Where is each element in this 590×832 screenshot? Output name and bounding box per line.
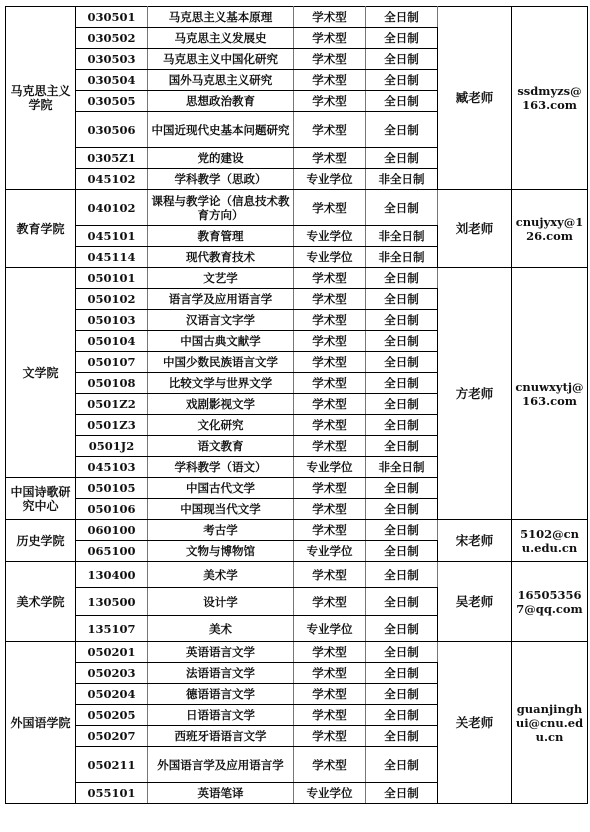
study-mode: 全日制 [366, 499, 438, 520]
major-code: 050101 [76, 268, 148, 289]
degree-type: 学术型 [294, 663, 366, 684]
school-name: 美术学院 [6, 562, 76, 642]
study-mode: 全日制 [366, 436, 438, 457]
major-code: 045102 [76, 169, 148, 190]
study-mode: 全日制 [366, 783, 438, 804]
admissions-table [5, 6, 588, 804]
degree-type: 专业学位 [294, 783, 366, 804]
contact-teacher: 宋老师 [438, 520, 512, 562]
major-code: 030504 [76, 70, 148, 91]
major-code: 130400 [76, 562, 148, 588]
degree-type: 专业学位 [294, 616, 366, 642]
degree-type: 学术型 [294, 190, 366, 226]
degree-type: 学术型 [294, 28, 366, 49]
study-mode: 全日制 [366, 91, 438, 112]
study-mode: 全日制 [366, 394, 438, 415]
degree-type: 学术型 [294, 520, 366, 541]
major-name: 文物与博物馆 [148, 541, 294, 562]
contact-teacher: 吴老师 [438, 562, 512, 642]
major-code: 050107 [76, 352, 148, 373]
major-code: 0501J2 [76, 436, 148, 457]
degree-type: 学术型 [294, 352, 366, 373]
contact-email: cnujyxy@126.com [512, 190, 588, 268]
major-code: 045103 [76, 457, 148, 478]
major-code: 030505 [76, 91, 148, 112]
study-mode: 非全日制 [366, 226, 438, 247]
school-name: 中国诗歌研究中心 [6, 478, 76, 520]
study-mode: 非全日制 [366, 169, 438, 190]
major-code: 050104 [76, 331, 148, 352]
degree-type: 专业学位 [294, 247, 366, 268]
degree-type: 学术型 [294, 588, 366, 616]
study-mode: 全日制 [366, 541, 438, 562]
degree-type: 学术型 [294, 394, 366, 415]
major-name: 戏剧影视文学 [148, 394, 294, 415]
major-name: 文化研究 [148, 415, 294, 436]
study-mode: 全日制 [366, 642, 438, 663]
major-name: 设计学 [148, 588, 294, 616]
degree-type: 专业学位 [294, 169, 366, 190]
degree-type: 学术型 [294, 478, 366, 499]
major-code: 0501Z2 [76, 394, 148, 415]
major-code: 050203 [76, 663, 148, 684]
major-name: 马克思主义基本原理 [148, 7, 294, 28]
major-code: 130500 [76, 588, 148, 616]
table-row [6, 190, 588, 226]
table-row [6, 520, 588, 541]
major-code: 030501 [76, 7, 148, 28]
major-name: 党的建设 [148, 148, 294, 169]
major-code: 060100 [76, 520, 148, 541]
major-code: 0501Z3 [76, 415, 148, 436]
contact-teacher: 方老师 [438, 268, 512, 520]
major-name: 中国少数民族语言文学 [148, 352, 294, 373]
major-name: 学科教学（思政） [148, 169, 294, 190]
study-mode: 全日制 [366, 616, 438, 642]
school-name: 文学院 [6, 268, 76, 478]
degree-type: 学术型 [294, 289, 366, 310]
major-name: 文艺学 [148, 268, 294, 289]
major-name: 中国近现代史基本问题研究 [148, 112, 294, 148]
table-row [6, 562, 588, 588]
study-mode: 非全日制 [366, 247, 438, 268]
major-name: 汉语言文字学 [148, 310, 294, 331]
study-mode: 全日制 [366, 588, 438, 616]
major-name: 美术 [148, 616, 294, 642]
major-code: 135107 [76, 616, 148, 642]
major-name: 日语语言文学 [148, 705, 294, 726]
major-name: 法语语言文学 [148, 663, 294, 684]
major-name: 中国古代文学 [148, 478, 294, 499]
contact-email: 165053567@qq.com [512, 562, 588, 642]
study-mode: 全日制 [366, 684, 438, 705]
contact-teacher: 刘老师 [438, 190, 512, 268]
school-name: 教育学院 [6, 190, 76, 268]
contact-email: guanjinghui@cnu.edu.cn [512, 642, 588, 804]
study-mode: 全日制 [366, 190, 438, 226]
degree-type: 学术型 [294, 415, 366, 436]
degree-type: 学术型 [294, 7, 366, 28]
study-mode: 全日制 [366, 352, 438, 373]
study-mode: 全日制 [366, 520, 438, 541]
major-name: 教育管理 [148, 226, 294, 247]
major-name: 中国古典文献学 [148, 331, 294, 352]
degree-type: 学术型 [294, 684, 366, 705]
major-code: 065100 [76, 541, 148, 562]
degree-type: 专业学位 [294, 457, 366, 478]
degree-type: 学术型 [294, 726, 366, 747]
contact-teacher: 臧老师 [438, 7, 512, 190]
major-code: 050108 [76, 373, 148, 394]
study-mode: 全日制 [366, 49, 438, 70]
major-code: 050207 [76, 726, 148, 747]
major-code: 050106 [76, 499, 148, 520]
degree-type: 学术型 [294, 705, 366, 726]
major-name: 马克思主义中国化研究 [148, 49, 294, 70]
major-code: 050204 [76, 684, 148, 705]
contact-teacher: 关老师 [438, 642, 512, 804]
study-mode: 全日制 [366, 331, 438, 352]
major-code: 030503 [76, 49, 148, 70]
major-code: 030502 [76, 28, 148, 49]
major-name: 语文教育 [148, 436, 294, 457]
degree-type: 学术型 [294, 268, 366, 289]
major-code: 050103 [76, 310, 148, 331]
study-mode: 全日制 [366, 726, 438, 747]
major-name: 考古学 [148, 520, 294, 541]
major-code: 050205 [76, 705, 148, 726]
major-name: 马克思主义发展史 [148, 28, 294, 49]
major-code: 055101 [76, 783, 148, 804]
major-code: 050102 [76, 289, 148, 310]
major-name: 西班牙语语言文学 [148, 726, 294, 747]
table-row [6, 7, 588, 28]
major-code: 0305Z1 [76, 148, 148, 169]
study-mode: 全日制 [366, 705, 438, 726]
major-name: 德语语言文学 [148, 684, 294, 705]
study-mode: 全日制 [366, 478, 438, 499]
study-mode: 全日制 [366, 373, 438, 394]
major-code: 045114 [76, 247, 148, 268]
major-name: 英语笔译 [148, 783, 294, 804]
major-name: 课程与教学论（信息技术教育方向） [148, 190, 294, 226]
study-mode: 全日制 [366, 562, 438, 588]
school-name: 马克思主义学院 [6, 7, 76, 190]
major-code: 040102 [76, 190, 148, 226]
contact-email: ssdmyzs@163.com [512, 7, 588, 190]
major-name: 学科教学（语文） [148, 457, 294, 478]
table-row [6, 268, 588, 289]
school-name: 历史学院 [6, 520, 76, 562]
degree-type: 专业学位 [294, 541, 366, 562]
study-mode: 全日制 [366, 7, 438, 28]
study-mode: 全日制 [366, 148, 438, 169]
school-name: 外国语学院 [6, 642, 76, 804]
major-name: 美术学 [148, 562, 294, 588]
major-code: 050105 [76, 478, 148, 499]
major-code: 045101 [76, 226, 148, 247]
major-name: 中国现当代文学 [148, 499, 294, 520]
major-name: 比较文学与世界文学 [148, 373, 294, 394]
degree-type: 学术型 [294, 562, 366, 588]
study-mode: 全日制 [366, 289, 438, 310]
study-mode: 全日制 [366, 28, 438, 49]
study-mode: 全日制 [366, 70, 438, 91]
degree-type: 学术型 [294, 436, 366, 457]
degree-type: 学术型 [294, 499, 366, 520]
major-name: 外国语言学及应用语言学 [148, 747, 294, 783]
major-name: 英语语言文学 [148, 642, 294, 663]
study-mode: 全日制 [366, 112, 438, 148]
major-code: 050201 [76, 642, 148, 663]
major-code: 030506 [76, 112, 148, 148]
table-row [6, 642, 588, 663]
degree-type: 学术型 [294, 331, 366, 352]
study-mode: 全日制 [366, 415, 438, 436]
degree-type: 学术型 [294, 148, 366, 169]
major-name: 国外马克思主义研究 [148, 70, 294, 91]
major-code: 050211 [76, 747, 148, 783]
study-mode: 全日制 [366, 268, 438, 289]
contact-email: 5102@cnu.edu.cn [512, 520, 588, 562]
degree-type: 学术型 [294, 49, 366, 70]
degree-type: 学术型 [294, 373, 366, 394]
major-name: 现代教育技术 [148, 247, 294, 268]
degree-type: 学术型 [294, 747, 366, 783]
study-mode: 全日制 [366, 663, 438, 684]
study-mode: 非全日制 [366, 457, 438, 478]
degree-type: 学术型 [294, 112, 366, 148]
major-name: 思想政治教育 [148, 91, 294, 112]
contact-email: cnuwxytj@163.com [512, 268, 588, 520]
study-mode: 全日制 [366, 310, 438, 331]
degree-type: 学术型 [294, 91, 366, 112]
degree-type: 学术型 [294, 310, 366, 331]
study-mode: 全日制 [366, 747, 438, 783]
degree-type: 学术型 [294, 70, 366, 91]
major-name: 语言学及应用语言学 [148, 289, 294, 310]
degree-type: 学术型 [294, 642, 366, 663]
degree-type: 专业学位 [294, 226, 366, 247]
